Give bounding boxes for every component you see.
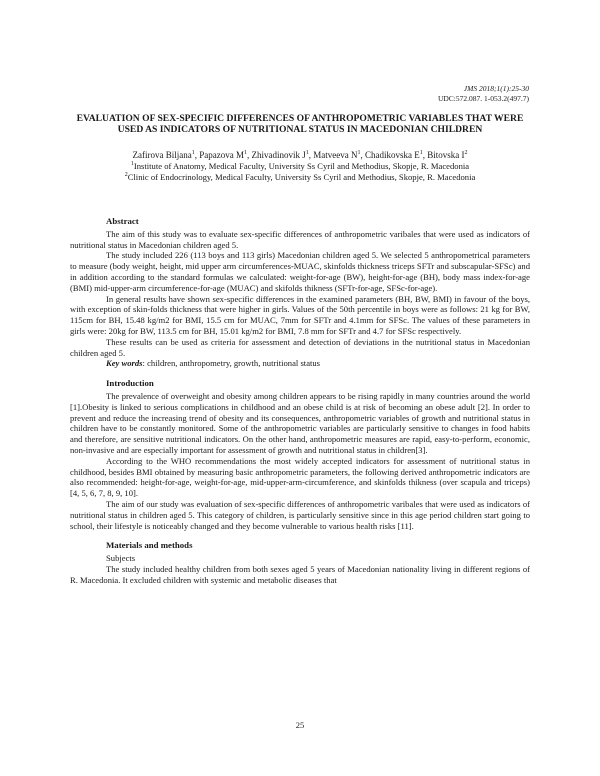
abstract-paragraph: In general results have shown sex-specific differences in the examined parameters (BH, BW, BMI) in favour of the boys, with exception of skin-folds thickness that were higher in girls. Values of the 50th percentile in boys were as follows: 21 kg for BW, 115cm for BH, 15.48 kg/m2 for BMI, 15.5 cm for MUAC, 7mm for SFTr and 4.1mm for SFSc. The values of these parameters in girls were: 20kg for BW, 113.5 cm for BH, 15.01 kg/m2 for BMI, 7.8 mm for SFTr and 4.7 for SFSc respectively. [70, 293, 530, 336]
methods-subheading: Subjects [106, 553, 136, 564]
affiliation: $^1$Institute of Anatomy, Medical Faculty, University Ss Cyril and Methodius, Skopje, R. Macedonia [130, 161, 470, 171]
abstract-heading: Abstract [106, 216, 139, 226]
abstract-paragraph: These results can be used as criteria for assessment and detection of deviations in the nutritional status in Macedonian children aged 5. [70, 336, 530, 358]
paper-title: EVALUATION OF SEX-SPECIFIC DIFFERENCES OF ANTHROPOMETRIC VARIABLES THAT WERE USED AS INDICATORS OF NUTRITIONAL STATUS IN MACEDONIAN CHILDREN [76, 113, 524, 136]
abstract-paragraph: The aim of this study was to evaluate sex-specific differences of anthropometric varibales that were used as indicators of nutritional status in Macedonian children aged 5. [70, 228, 530, 250]
author: Chadikovska $E^1$ [364, 150, 423, 160]
udc-code: UDC:572.087. 1-053.2(497.7) [437, 94, 529, 103]
introduction-paragraph: According to the WHO recommendations the most widely accepted indicators for assessment of nutritional status in childhood, besides BMI obtained by measuring basic anthropometric parameters, the following derived anthropometric indicators are also recommended: height-for-age, weight-for-age, mid-upper-arm-circumference, and skinfolds thikness (over scapula and triceps) [4, 5, 6, 7, 8, 9, 10]. [70, 455, 530, 499]
author: Bitovska $I^2$ [427, 150, 468, 160]
page-number: 25 [295, 720, 305, 730]
affiliation: $^2$Clinic of Endocrinology, Medical Faculty, University Ss Cyril and Methodius, Skopje, R. Macedonia [124, 172, 476, 182]
methods-heading: Materials and methods [106, 540, 193, 551]
journal-reference: JMS 2018;1(1):25-30 [463, 84, 529, 93]
journal-info [438, 84, 529, 104]
author: Zhivadinovik $J^1$ [251, 150, 309, 160]
author-list: Zafirova Biljana$^1$, Papazova $M^1$, Zhivadinovik $J^1$, Matveeva $N^1$, Chadikovska $E^1$, Bitovska $I^2$ [132, 150, 468, 160]
author: Zafirova Biljana$^1$ [132, 150, 195, 160]
keywords: Key words: children, anthropometry, growth, nutritional status [106, 358, 321, 369]
paper-body [70, 216, 530, 586]
introduction-paragraph: The aim of our study was evaluation of sex-specific differences of anthropometric varibales that were used as indicators of nutritional status in children aged 5. This category of children, is particularly sensitive since in this age period children start going to school, their lifestyle is noticeably changed and they become vulnerable to various health risks [11]. [70, 498, 530, 531]
introduction-paragraph: The prevalence of overweight and obesity among children appears to be rising rapidly in many countries around the world [1].Obesity is linked to serious complications in childhood and an obese child is at risk of becoming an obese adult [2]. In order to prevent and reduce the increasing trend of obesity and its consequences, anthropometric variables of growth and nutritional status in children have to be constantly monitored. Some of the anthropometric variables are particularly sensitive to changes in food habits and therefore, are sensitive nutritional indicators. On the other hand, anthropometric measures are rapid, easy-to-perform, economic, non-invasive and are especially important for assessment of growth and nutritional status in children[3]. [70, 390, 530, 455]
introduction-heading: Introduction [106, 378, 154, 389]
author: Matveeva $N^1$ [313, 150, 361, 160]
author: Papazova $M^1$ [199, 150, 247, 160]
methods-paragraph: The study included healthy children from both sexes aged 5 years of Macedonian nationality living in different regions of R. Macedonia. It excluded children with systemic and metabolic diseases that [70, 563, 530, 585]
abstract-paragraph: The study included 226 (113 boys and 113 girls) Macedonian children aged 5. We selected 5 anthropometrical parameters to measure (body weight, height, mid upper arm circumferences-MUAC, skinfolds thickness triceps SFTr and subscapular-SFSc) and in addition according to the standard formulas we calculated: weight-for-age (BW), height-for-age (BH), body mass index-for-age (BMI) mid-upper-arm circumference-for-age (MUAC) and skifolds thikness (SFTr-for-age, SFSc-for-age). [70, 250, 530, 293]
